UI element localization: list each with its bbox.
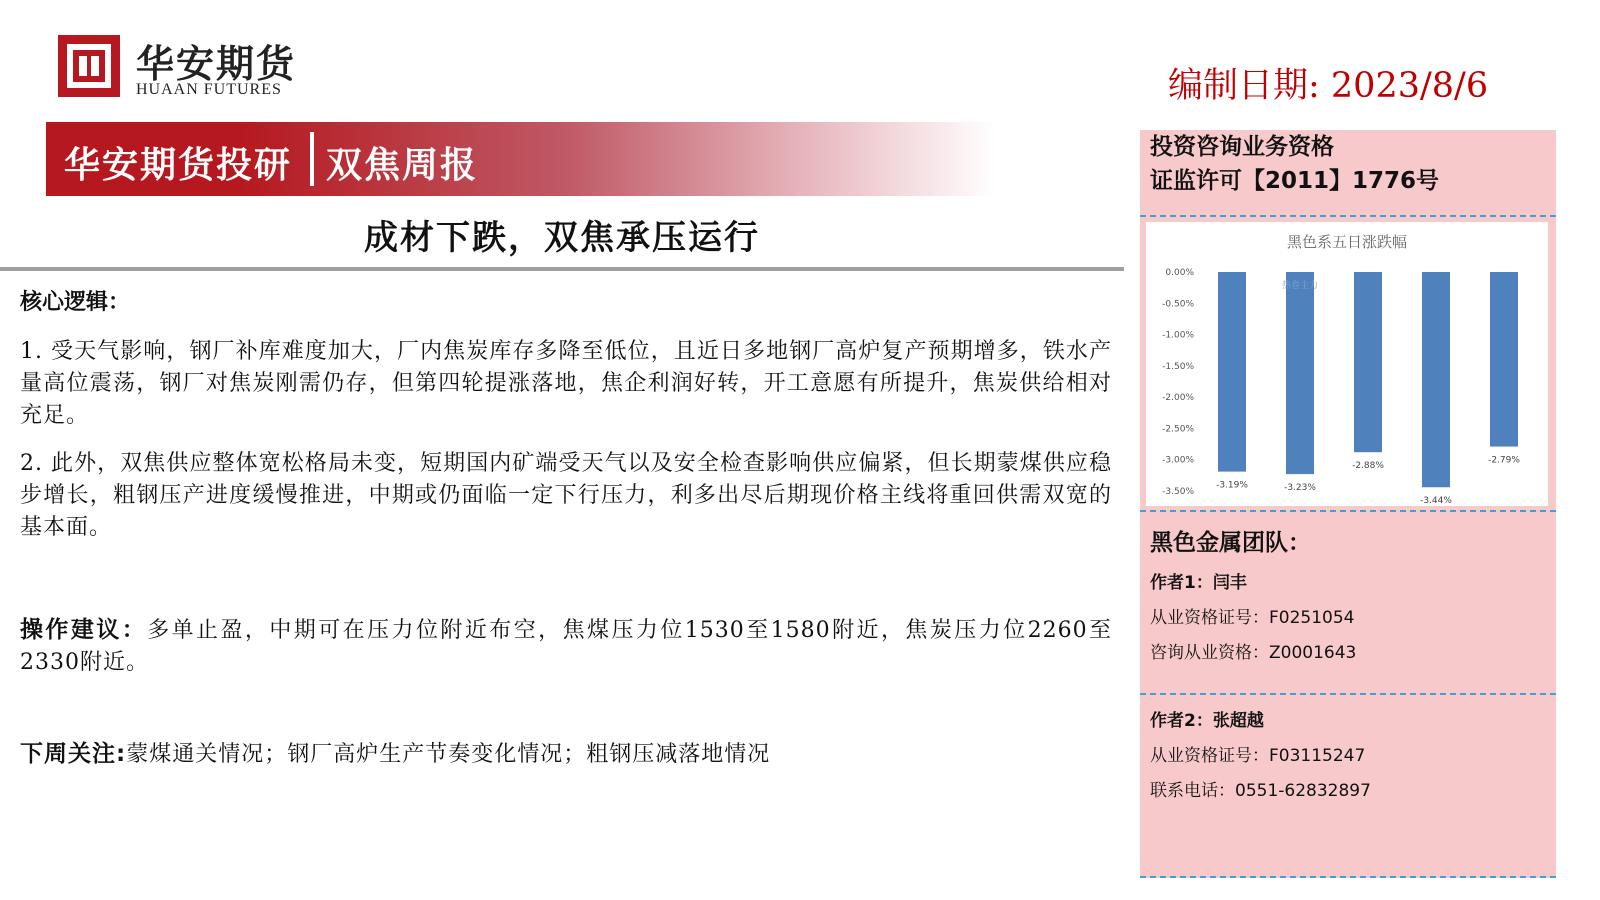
bar-data-label: -2.79% bbox=[1488, 455, 1520, 466]
logo-emblem-icon bbox=[58, 35, 120, 97]
panel-divider bbox=[1140, 693, 1556, 695]
author-2: 作者2：张超越 bbox=[1150, 711, 1264, 731]
operation-advice bbox=[20, 614, 1112, 679]
team-title: 黑色金属团队： bbox=[1150, 530, 1311, 556]
chart-plot bbox=[1146, 222, 1548, 506]
category-label: 热卷主力 bbox=[1281, 281, 1319, 291]
y-tick-label: 0.00% bbox=[1165, 268, 1194, 278]
report-headline: 成材下跌，双焦承压运行 bbox=[364, 218, 760, 258]
chart-bar bbox=[1490, 272, 1518, 447]
y-tick-label: -1.50% bbox=[1162, 361, 1194, 372]
banner-divider bbox=[310, 132, 314, 186]
operation-text: 多单止盈，中期可在压力位附近布空，焦煤压力位1530至1580附近，焦炭压力位2260至2330附近。 bbox=[20, 618, 1113, 675]
chart-bar bbox=[1422, 272, 1450, 487]
bar-data-label: -2.88% bbox=[1352, 461, 1384, 472]
report-date: 编制日期: 2023/8/6 bbox=[1168, 66, 1489, 106]
bar-data-label: -3.19% bbox=[1216, 480, 1248, 491]
next-week-watch bbox=[20, 738, 1112, 771]
bar-data-label: -3.44% bbox=[1420, 496, 1452, 506]
chart-title: 黑色系五日涨跌幅 bbox=[1286, 233, 1407, 251]
core-logic-paragraph-1: 1. 受天气影响，钢厂补库难度加大，厂内焦炭库存多降至低位，且近日多地钢厂高炉复产预期增多，铁水产量高位震荡，钢厂对焦炭刚需仍存，但第四轮提涨落地，焦企利润好转，开工意愿有所提升，焦炭供给相对充足。 bbox=[20, 339, 1112, 428]
chart-bar bbox=[1218, 272, 1246, 472]
banner-brand-text: 华安期货投研 bbox=[64, 145, 293, 186]
watch-text: 蒙煤通关情况；钢厂高炉生产节奏变化情况；粗钢压减落地情况 bbox=[126, 742, 771, 767]
contact-phone: 联系电话：0551-62832897 bbox=[1150, 781, 1371, 801]
core-logic-title: 核心逻辑： bbox=[20, 290, 131, 315]
y-tick-label: -2.00% bbox=[1162, 393, 1194, 404]
author-1: 作者1：闫丰 bbox=[1150, 573, 1247, 593]
five-day-change-chart bbox=[1146, 222, 1548, 506]
y-tick-label: -3.00% bbox=[1162, 455, 1194, 466]
qualification-block bbox=[1150, 130, 1439, 198]
author-1-cert: 从业资格证号：F0251054 bbox=[1150, 608, 1355, 628]
chart-bar bbox=[1286, 272, 1314, 474]
watch-label: 下周关注: bbox=[20, 741, 127, 767]
panel-divider bbox=[1140, 215, 1556, 217]
author-2-cert: 从业资格证号：F03115247 bbox=[1150, 746, 1366, 766]
chart-bar bbox=[1354, 272, 1382, 452]
panel-divider bbox=[1140, 876, 1556, 878]
panel-divider bbox=[1140, 510, 1556, 512]
logo-english-name: HUAAN FUTURES bbox=[136, 81, 282, 98]
operation-label: 操作建议： bbox=[20, 617, 148, 643]
title-banner bbox=[46, 122, 996, 196]
headline-divider bbox=[0, 267, 1124, 271]
core-logic-paragraph-2: 2. 此外，双焦供应整体宽松格局未变，短期国内矿端受天气以及安全检查影响供应偏紧，但长期蒙煤供应稳步增长，粗钢压产进度缓慢推进，中期或仍面临一定下行压力，利多出尽后期现价格主线将重回供需双宽的基本面。 bbox=[20, 451, 1112, 540]
y-tick-label: -2.50% bbox=[1162, 424, 1194, 435]
qualification-line-2: 证监许可【2011】1776号 bbox=[1150, 168, 1440, 194]
qualification-line-1: 投资咨询业务资格 bbox=[1150, 134, 1334, 160]
y-tick-label: -3.50% bbox=[1162, 487, 1194, 497]
author-1-consult: 咨询从业资格：Z0001643 bbox=[1150, 643, 1357, 663]
banner-report-type: 双焦周报 bbox=[326, 145, 479, 186]
bar-data-label: -3.23% bbox=[1284, 483, 1316, 494]
company-logo bbox=[58, 33, 308, 103]
y-tick-label: -0.50% bbox=[1162, 299, 1194, 310]
logo-chinese-name: 华安期货 bbox=[136, 41, 297, 86]
y-tick-label: -1.00% bbox=[1162, 330, 1194, 341]
core-logic-section bbox=[20, 285, 1112, 560]
